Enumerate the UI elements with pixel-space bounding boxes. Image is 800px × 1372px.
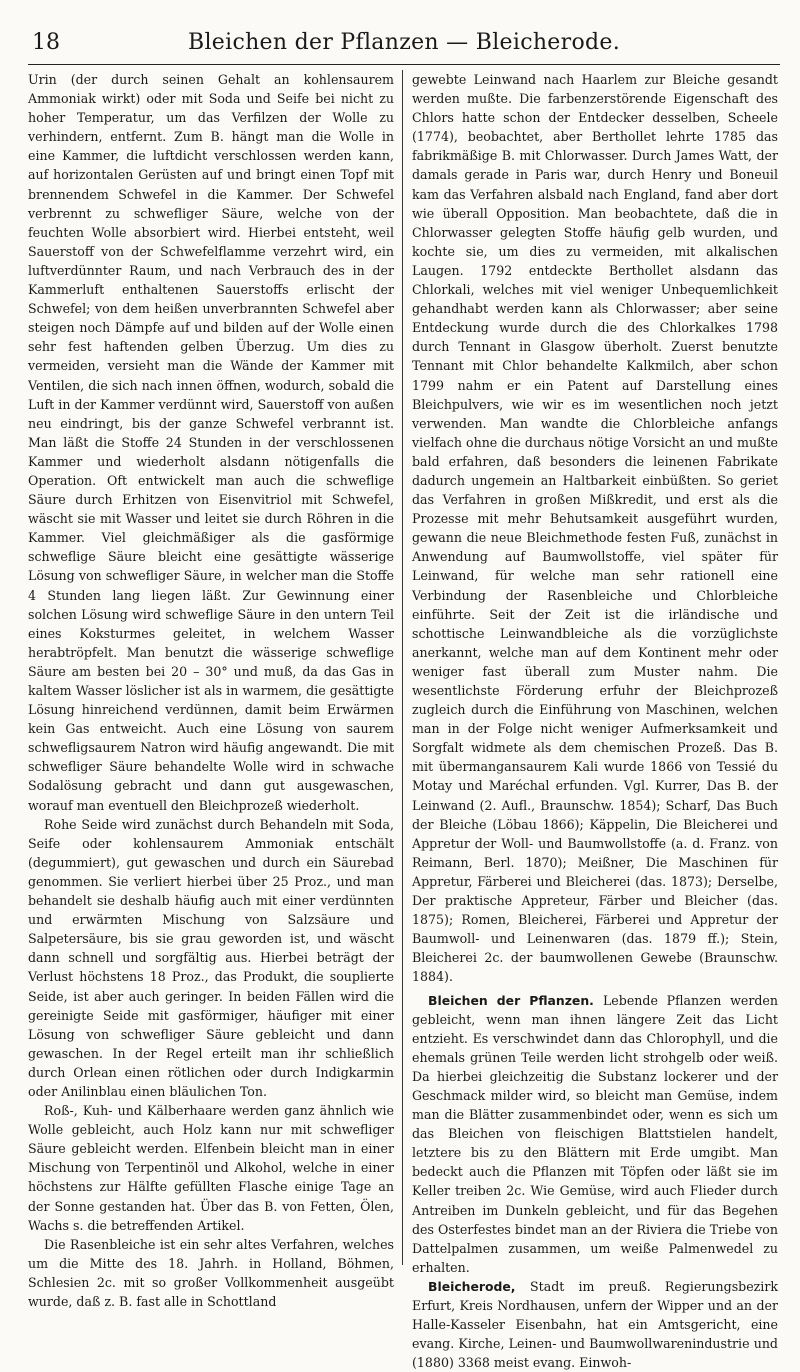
right-column [412, 70, 778, 1372]
entry-heading: Bleichen der Pflanzen. [428, 992, 603, 1008]
paragraph-silk-bleaching: Rohe Seide wird zunächst durch Behandeln mit Soda, Seife oder kohlensaurem Ammoniak entschält (degummiert), gut gewaschen und durch ein Säurebad genommen. Sie verliert hierbei über 25 Proz., und man behandelt sie deshalb häufig auch mit einer verdünnten und erwärmten Mischung von Salzsäure und Salpetersäure, bis sie grau geworden ist, und wäscht dann schnell und sorgfältig aus. Hierbei beträgt der Verlust höchstens 18 Proz., das Produkt, die souplierte Seide, ist aber auch geringer. In beiden Fällen wird die gereinigte Seide mit gasförmiger, häufiger mit einer Lösung von schwefliger Säure gebleicht und dann gewaschen. In der Regel erteilt man ihr schließlich durch Orlean einen rötlichen oder durch Indigkarmin oder Anilinblau einen bläulichen Ton. [28, 816, 394, 1099]
paragraph-lawn-bleaching: Die Rasenbleiche ist ein sehr altes Verfahren, welches um die Mitte des 18. Jahrh. in Holland, Böhmen, Schlesien 2c. mit so großer Vollkommenheit ausgeübt wurde, daß z. B. fast alle in Schottland [28, 1236, 394, 1309]
page-number: 18 [32, 30, 60, 55]
paragraph-chlorine-history: gewebte Leinwand nach Haarlem zur Bleiche gesandt werden mußte. Die farbenzerstörende Eigenschaft des Chlors hatte schon der Entdecker desselben, Scheele (1774), beobachtet, aber Berthollet lehrte 1785 das fabrikmäßige B. mit Chlorwasser. Durch James Watt, der damals gerade in Paris war, durch Henry und Boneuil kam das Verfahren alsbald nach England, fand aber dort wie überall Opposition. Man beobachtete, daß die in Chlorwasser gelegten Stoffe häufig gelb wurden, und kochte sie, um dies zu vermeiden, mit alkalischen Laugen. 1792 entdeckte Berthollet alsdann das Chlorkali, welches mit viel weniger Unbequemlichkeit gehandhabt werden kann als Chlorwasser; aber seine Entdeckung wurde durch die des Chlorkalkes 1798 durch Tennant in Glasgow überholt. Zuerst benutzte Tennant mit Chlor behandelte Kalkmilch, aber schon 1799 nahm er ein Patent auf Darstellung eines Bleichpulvers, wie wir es im wesentlichen noch jetzt verwenden. Man wandte die Chlorbleiche anfangs vielfach ohne die durchaus nötige Vorsicht an und mußte bald erfahren, daß besonders die leinenen Fabrikate dadurch ungemein an Haltbarkeit einbüßten. So geriet das Verfahren in großen Mißkredit, und erst als die Prozesse mit mehr Behutsamkeit ausgeführt wurden, gewann die neue Bleichmethode festen Fuß, zunächst in Anwendung auf Baumwollstoffe, viel später für Leinwand, für welche man sehr rationell eine Verbindung der Rasenbleiche und Chlorbleiche einführte. Seit der Zeit ist die irländische und schottische Leinwandbleiche als die vorzüglichste anerkannt, welche man auf dem Kontinent mehr oder weniger fast überall zum Muster nahm. Die wesentlichste Förderung erfuhr der Bleichprozeß zugleich durch die Einführung von Maschinen, welchen man in der Folge nicht weniger Aufmerksamkeit und Sorgfalt widmete als dem chemischen Prozeß. Das B. mit übermangansaurem Kali wurde 1866 von Tessié du Motay und Maréchal erfunden. Vgl. Kurrer, Das B. der Leinwand (2. Aufl., Braunschw. 1854); Scharf, Das Buch der Bleiche (Löbau 1866); Käppelin, Die Bleicherei und Appretur der Woll- und Baumwollstoffe (a. d. Franz. von Reimann, Berl. 1870); Meißner, Die Maschinen für Appretur, Färberei und Bleicherei (das. 1873); Derselbe, Der praktische Appreteur, Färber und Bleicher (das. 1875); Romen, Bleicherei, Färberei und Appretur der Baumwoll- und Leinenwaren (das. 1879 ff.); Stein, Bleicherei 2c. der baumwollenen Gewebe (Braunschw. 1884). [412, 72, 778, 985]
column-divider [402, 70, 403, 1265]
left-column [28, 70, 394, 1311]
running-title: Bleichen der Pflanzen — Bleicherode. [187, 30, 620, 55]
entry-bleichen-der-pflanzen [412, 991, 778, 1277]
entry-bleicherode [412, 1277, 778, 1372]
entry-text: Lebende Pflanzen werden gebleicht, wenn man ihnen längere Zeit das Licht entzieht. Es verschwindet dann das Chlorophyll, und die ehemals grünen Teile werden licht strohgelb oder weiß. Da hierbei gleichzeitig die Substanz lockerer und der Geschmack milder wird, so bleicht man Gemüse, indem man die Blätter zusammenbindet oder, wenn es sich um das Bleichen von fleischigen Blattstielen handelt, letztere bis zu den Blättern mit Erde umgibt. Man bedeckt auch die Pflanzen mit Töpfen oder läßt sie im Keller treiben 2c. Wie Gemüse, wird auch Flieder durch Antreiben im Dunkeln gebleicht, und für das Begehen des Osterfestes bindet man an der Riviera die Triebe von Dattelpalmen zusammen, um weiße Palmenwedel zu erhalten. [412, 992, 778, 1275]
header-rule [28, 64, 780, 65]
page-header [28, 26, 780, 66]
entry-text: Stadt im preuß. Regierungsbezirk Erfurt, Kreis Nordhausen, unfern der Wipper und an der Halle-Kasseler Eisenbahn, hat ein Amtsgericht, eine evang. Kirche, Leinen- und Baumwollwarenindustrie und (1880) 3368 meist evang. Einwoh- [412, 1278, 778, 1371]
paragraph-wool-bleaching: Urin (der durch seinen Gehalt an kohlensaurem Ammoniak wirkt) oder mit Soda und Seife bei nicht zu hoher Temperatur, um das Verfilzen der Wolle zu verhindern, entfernt. Zum B. hängt man die Wolle in eine Kammer, die luftdicht verschlossen werden kann, auf horizontalen Gerüsten auf und bringt einen Topf mit brennendem Schwefel in die Kammer. Der Schwefel verbrennt zu schwefliger Säure, welche von der feuchten Wolle absorbiert wird. Hierbei entsteht, weil Sauerstoff von der Schwefelflamme verzehrt wird, ein luftverdünnter Raum, und nach Verbrauch des in der Kammerluft enthaltenen Sauerstoffs erlischt der Schwefel; von dem heißen unverbrannten Schwefel aber steigen noch Dämpfe auf und bilden auf der Wolle einen sehr fest haftenden gelben Überzug. Um dies zu vermeiden, versieht man die Wände der Kammer mit Ventilen, die sich nach innen öffnen, wodurch, sobald die Luft in der Kammer verdünnt wird, Sauerstoff von außen neu eindringt, bis der ganze Schwefel verbrannt ist. Man läßt die Stoffe 24 Stunden in der verschlossenen Kammer und wiederholt alsdann nötigenfalls die Operation. Oft entwickelt man auch die schweflige Säure durch Erhitzen von Eisenvitriol mit Schwefel, wäscht sie mit Wasser und leitet sie durch Röhren in die Kammer. Viel gleichmäßiger als die gasförmige schweflige Säure bleicht eine gesättigte wässerige Lösung von schwefliger Säure, in welcher man die Stoffe 4 Stunden lang liegen läßt. Zur Gewinnung einer solchen Lösung wird schweflige Säure in den untern Teil eines Koksturmes geleitet, in welchem Wasser herabtröpfelt. Man benutzt die wässerige schweflige Säure am besten bei 20 – 30° und muß, da das Gas in kaltem Wasser löslicher ist als in warmem, die gesättigte Lösung hinreichend verdünnen, damit beim Erwärmen kein Gas entweicht. Auch eine Lösung von saurem schwefligsaurem Natron wird häufig angewandt. Die mit schwefliger Säure behandelte Wolle wird in schwache Sodalösung gebracht und dann gut ausgewaschen, worauf man eventuell den Bleichprozeß wiederholt. [28, 72, 394, 813]
entry-heading: Bleicherode, [428, 1278, 531, 1294]
paragraph-hair-ivory-bleaching: Roß-, Kuh- und Kälberhaare werden ganz ähnlich wie Wolle gebleicht, auch Holz kann nur mit schwefliger Säure gebleicht werden. Elfenbein bleicht man in einer Mischung von Terpentinöl und Alkohol, welche in einer höchstens zur Hälfte gefüllten Flasche einige Tage an der Sonne gestanden hat. Über das B. von Fetten, Ölen, Wachs s. die betreffenden Artikel. [28, 1103, 394, 1233]
